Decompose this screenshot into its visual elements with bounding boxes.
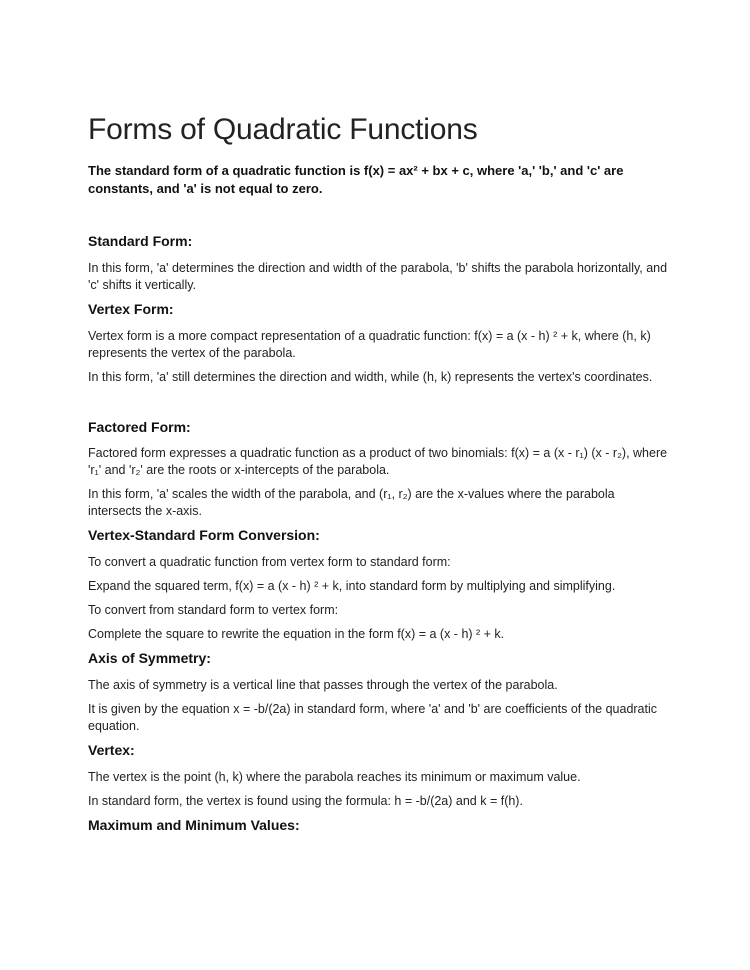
section-paragraph: In this form, 'a' determines the direction and width of the parabola, 'b' shifts the parabola horizontally, and 'c' shifts it vertically. <box>88 260 668 292</box>
section-paragraph: The axis of symmetry is a vertical line that passes through the vertex of the parabola. <box>88 678 558 693</box>
intro-paragraph: The standard form of a quadratic function is f(x) = ax² + bx + c, where 'a,' 'b,' and 'c' are constants, and 'a' is not equal to zero. <box>88 163 624 196</box>
section-paragraph: Complete the square to rewrite the equation in the form f(x) = a (x - h) ² + k. <box>88 627 505 642</box>
section-paragraph: To convert a quadratic function from vertex form to standard form: <box>88 555 451 570</box>
section-factored-form <box>88 419 670 521</box>
section-max-min <box>88 817 670 834</box>
section-heading: Standard Form: <box>88 233 193 250</box>
section-paragraph: In standard form, the vertex is found using the formula: h = -b/(2a) and k = f(h). <box>88 793 523 808</box>
section-conversion <box>88 527 670 643</box>
section-vertex-form <box>88 301 670 386</box>
section-paragraph: In this form, 'a' still determines the direction and width, while (h, k) represents the vertex's coordinates. <box>88 369 653 384</box>
section-heading: Factored Form: <box>88 418 191 435</box>
section-standard-form <box>88 233 670 294</box>
section-heading: Maximum and Minimum Values: <box>88 816 300 833</box>
section-heading: Axis of Symmetry: <box>88 650 211 667</box>
document-page <box>88 112 670 844</box>
section-paragraph: The vertex is the point (h, k) where the parabola reaches its minimum or maximum value. <box>88 769 581 784</box>
page-title: Forms of Quadratic Functions <box>88 113 478 146</box>
section-paragraph: Vertex form is a more compact representation of a quadratic function: f(x) = a (x - h) ² + k, where (h, k) represents the vertex of the parabola. <box>88 328 651 360</box>
section-paragraph: To convert from standard form to vertex form: <box>88 603 339 618</box>
section-heading: Vertex: <box>88 742 135 759</box>
section-axis-of-symmetry <box>88 650 670 735</box>
section-paragraph: Expand the squared term, f(x) = a (x - h) ² + k, into standard form by multiplying and simplifying. <box>88 579 616 594</box>
section-paragraph: It is given by the equation x = -b/(2a) in standard form, where 'a' and 'b' are coefficients of the quadratic equation. <box>88 702 658 734</box>
section-paragraph: In this form, 'a' scales the width of the parabola, and (r₁, r₂) are the x-values where the parabola intersects the x-axis. <box>88 487 615 519</box>
section-paragraph: Factored form expresses a quadratic function as a product of two binomials: f(x) = a (x - r₁) (x - r₂), where 'r₁' and 'r₂' are the roots or x-intercepts of the parabola. <box>88 446 668 478</box>
section-heading: Vertex-Standard Form Conversion: <box>88 527 320 544</box>
section-vertex <box>88 742 670 810</box>
section-heading: Vertex Form: <box>88 300 174 317</box>
